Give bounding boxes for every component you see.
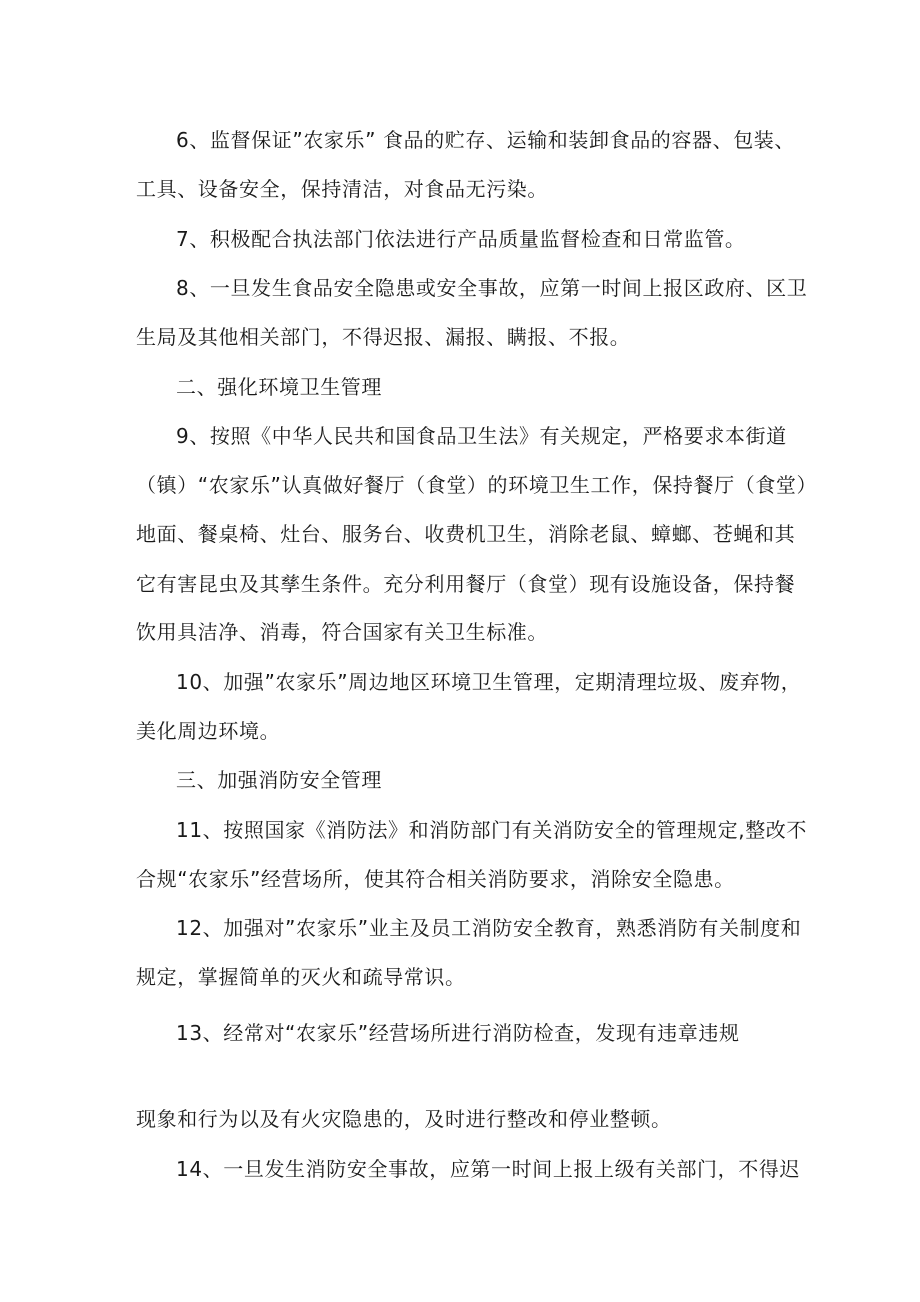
section-heading: 二、强化环境卫生管理 (176, 375, 382, 399)
text-line: 地面、餐桌椅、灶台、服务台、收费机卫生，消除老鼠、蟑螂、苍蝇和其 (136, 522, 796, 546)
text-line: 生局及其他相关部门，不得迟报、漏报、瞒报、不报。 (136, 325, 631, 349)
text-line: （镇）“农家乐”认真做好餐厅（食堂）的环境卫生工作，保持餐厅（食堂） (136, 473, 818, 497)
text-line: 6、监督保证”农家乐” 食品的贮存、运输和装卸食品的容器、包装、 (176, 128, 796, 152)
text-line: 11、按照国家《消防法》和消防部门有关消防安全的管理规定,整改不 (176, 818, 808, 842)
section-heading: 三、加强消防安全管理 (176, 768, 382, 792)
text-line: 10、加强”农家乐”周边地区环境卫生管理，定期清理垃圾、废弃物， (176, 670, 802, 694)
text-line: 7、积极配合执法部门依法进行产品质量监督检查和日常监管。 (176, 227, 746, 251)
text-line: 饮用具洁净、消毒，符合国家有关卫生标准。 (136, 620, 548, 644)
text-line: 规定，掌握简单的灭火和疏导常识。 (136, 965, 466, 989)
text-line: 12、加强对”农家乐”业主及员工消防安全教育，熟悉消防有关制度和 (176, 916, 802, 940)
text-line: 美化周边环境。 (136, 719, 281, 743)
text-line: 8、一旦发生食品安全隐患或安全事故，应第一时间上报区政府、区卫 (176, 276, 808, 300)
text-line: 9、按照《中华人民共和国食品卫生法》有关规定，严格要求本街道 (176, 424, 787, 448)
text-line: 现象和行为以及有火灾隐患的，及时进行整改和停业整顿。 (136, 1107, 672, 1131)
text-line: 13、经常对“农家乐”经营场所进行消防检查，发现有违章违规 (176, 1021, 740, 1045)
text-line: 工具、设备安全，保持清洁，对食品无污染。 (136, 177, 548, 201)
text-line: 14、一旦发生消防安全事故，应第一时间上报上级有关部门，不得迟 (176, 1157, 801, 1181)
text-line: 它有害昆虫及其孳生条件。充分利用餐厅（食堂）现有设施设备，保持餐 (136, 572, 796, 596)
text-line: 合规“农家乐”经营场所，使其符合相关消防要求，消除安全隐患。 (136, 867, 735, 891)
